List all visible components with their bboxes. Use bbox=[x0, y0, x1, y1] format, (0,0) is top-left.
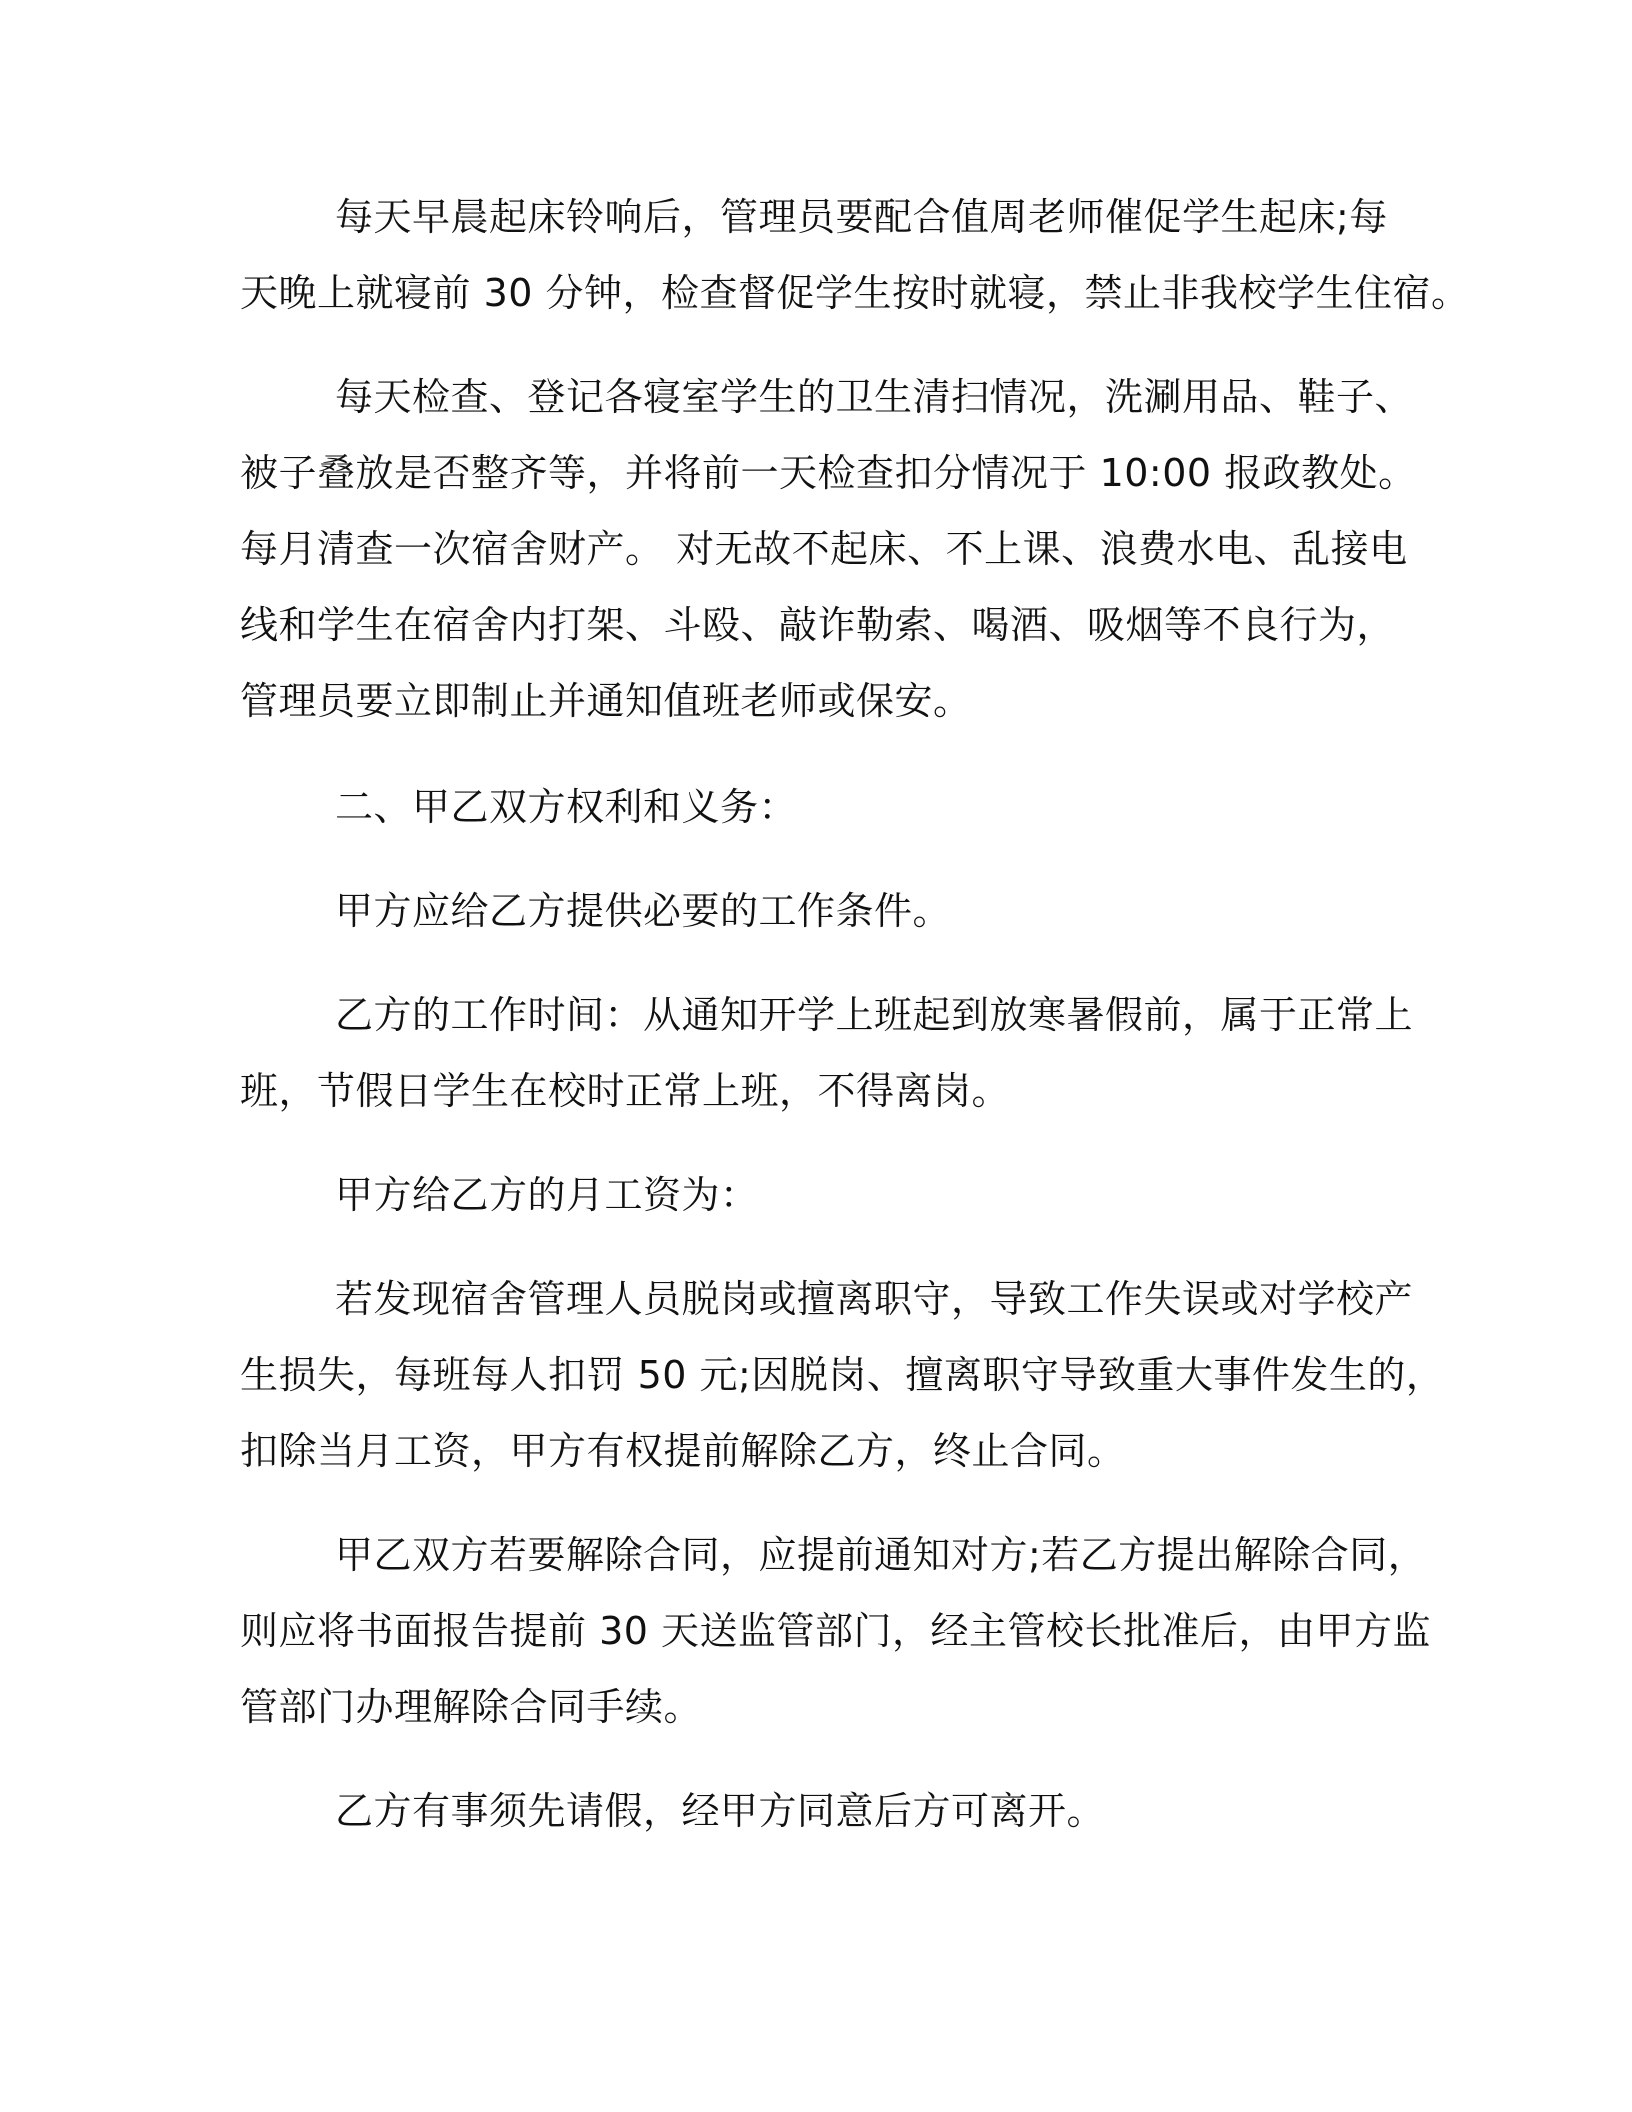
section-heading: 二、甲乙双方权利和义务： bbox=[335, 785, 798, 829]
text-line: 乙方的工作时间：从通知开学上班起到放寒暑假前，属于正常上 bbox=[335, 993, 1414, 1037]
text-line: 扣除当月工资，甲方有权提前解除乙方，终止合同。 bbox=[240, 1429, 1126, 1473]
text-line: 乙方有事须先请假，经甲方同意后方可离开。 bbox=[335, 1789, 1106, 1833]
text-line: 线和学生在宿舍内打架、斗殴、敲诈勒索、喝酒、吸烟等不良行为， bbox=[240, 603, 1396, 647]
text-line: 管部门办理解除合同手续。 bbox=[240, 1685, 703, 1729]
text-line: 每月清查一次宿舍财产。 对无故不起床、不上课、浪费水电、乱接电 bbox=[240, 527, 1408, 571]
text-line: 管理员要立即制止并通知值班老师或保安。 bbox=[240, 679, 972, 723]
text-line: 每天早晨起床铃响后，管理员要配合值周老师催促学生起床;每 bbox=[335, 195, 1388, 239]
text-line: 被子叠放是否整齐等，并将前一天检查扣分情况于 10:00 报政教处。 bbox=[240, 451, 1417, 495]
text-line: 班，节假日学生在校时正常上班，不得离岗。 bbox=[240, 1069, 1011, 1113]
text-line: 甲乙双方若要解除合同，应提前通知对方;若乙方提出解除合同， bbox=[335, 1533, 1427, 1577]
text-line: 每天检查、登记各寝室学生的卫生清扫情况，洗涮用品、鞋子、 bbox=[335, 375, 1414, 419]
text-line: 生损失，每班每人扣罚 50 元;因脱岗、擅离职守导致重大事件发生的， bbox=[240, 1353, 1445, 1397]
text-line: 天晚上就寝前 30 分钟，检查督促学生按时就寝，禁止非我校学生住宿。 bbox=[240, 271, 1470, 315]
text-line: 甲方应给乙方提供必要的工作条件。 bbox=[335, 889, 952, 933]
text-line: 甲方给乙方的月工资为： bbox=[335, 1173, 759, 1217]
text-line: 若发现宿舍管理人员脱岗或擅离职守，导致工作失误或对学校产 bbox=[335, 1277, 1414, 1321]
text-line: 则应将书面报告提前 30 天送监管部门，经主管校长批准后，由甲方监 bbox=[240, 1609, 1432, 1653]
